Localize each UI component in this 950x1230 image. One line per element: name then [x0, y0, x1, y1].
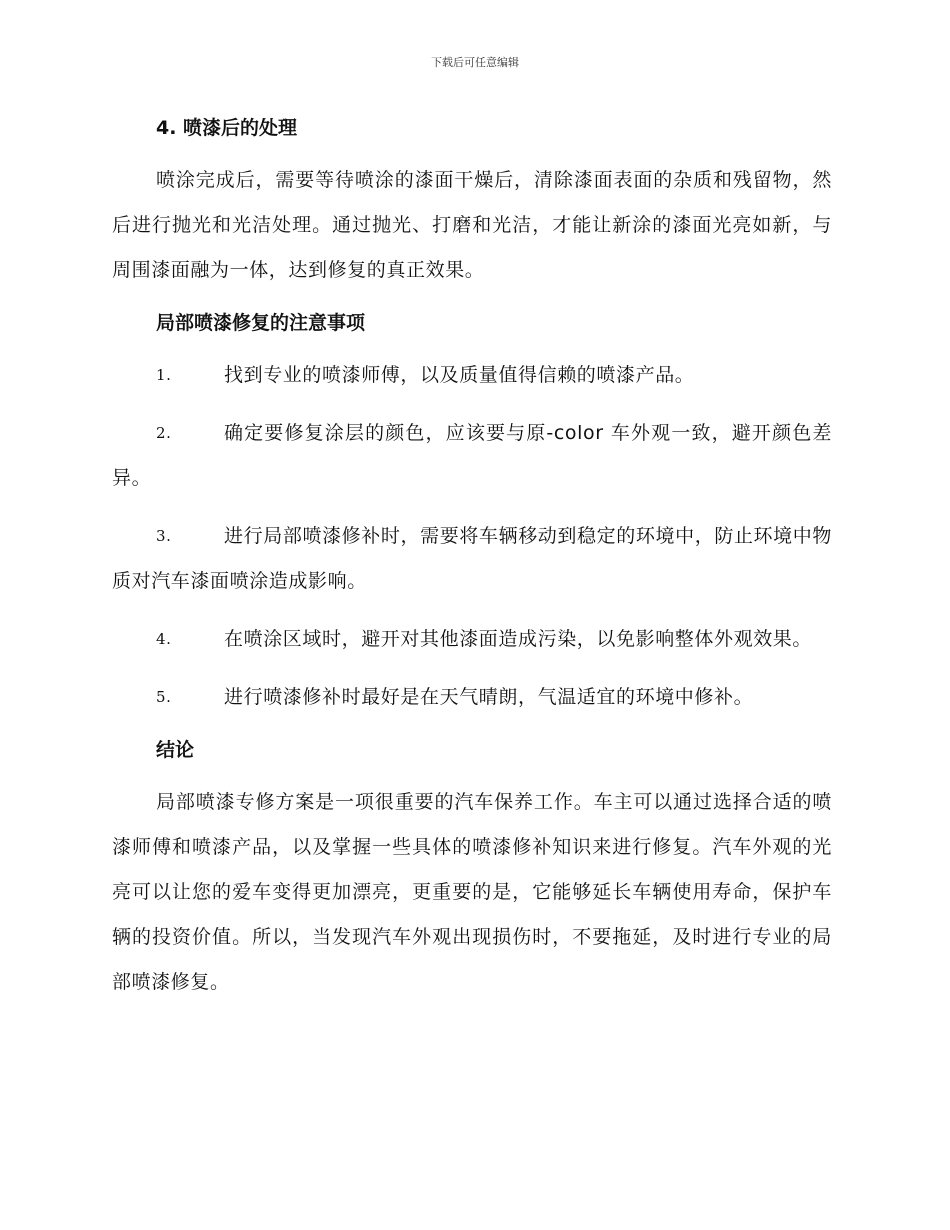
list-item-text: 确定要修复涂层的颜色，应该要与原-color 车外观一致，避开颜色差异。 [112, 422, 832, 489]
list-item-number: 5. [156, 688, 172, 706]
list-item [112, 514, 832, 604]
list-item-text: 找到专业的喷漆师傅，以及质量值得信赖的喷漆产品。 [224, 364, 695, 386]
section-heading-notes: 局部喷漆修复的注意事项 [156, 312, 366, 334]
post-spray-paragraph: 喷涂完成后，需要等待喷涂的漆面干燥后，清除漆面表面的杂质和残留物，然后进行抛光和光洁处理。通过抛光、打磨和光洁，才能让新涂的漆面光亮如新，与周围漆面融为一体，达到修复的真正效果。 [112, 169, 832, 281]
section-heading-conclusion: 结论 [156, 739, 195, 761]
list-item-number: 4. [156, 630, 172, 648]
list-item [112, 617, 832, 662]
list-item-number: 2. [156, 424, 172, 442]
document-content [112, 110, 832, 1005]
list-item-text: 在喷涂区域时，避开对其他漆面造成污染，以免影响整体外观效果。 [224, 628, 813, 650]
list-item [112, 411, 832, 501]
page-header: 下载后可任意编辑 [431, 56, 519, 69]
list-item [112, 353, 832, 398]
section-heading-post-spray: 4. 喷漆后的处理 [156, 117, 298, 139]
list-item-text: 进行局部喷漆修补时，需要将车辆移动到稳定的环境中，防止环境中物质对汽车漆面喷涂造成影响。 [112, 525, 832, 592]
list-item-number: 1. [156, 366, 172, 384]
list-item-text: 进行喷漆修补时最好是在天气晴朗，气温适宜的环境中修补。 [224, 686, 754, 708]
conclusion-paragraph: 局部喷漆专修方案是一项很重要的汽车保养工作。车主可以通过选择合适的喷漆师傅和喷漆产品，以及掌握一些具体的喷漆修补知识来进行修复。汽车外观的光亮可以让您的爱车变得更加漂亮，更重要的是，它能够延长车辆使用寿命，保护车辆的投资价值。所以，当发现汽车外观出现损伤时，不要拖延，及时进行专业的局部喷漆修复。 [112, 791, 832, 993]
list-item-number: 3. [156, 527, 172, 545]
list-item [112, 675, 832, 720]
